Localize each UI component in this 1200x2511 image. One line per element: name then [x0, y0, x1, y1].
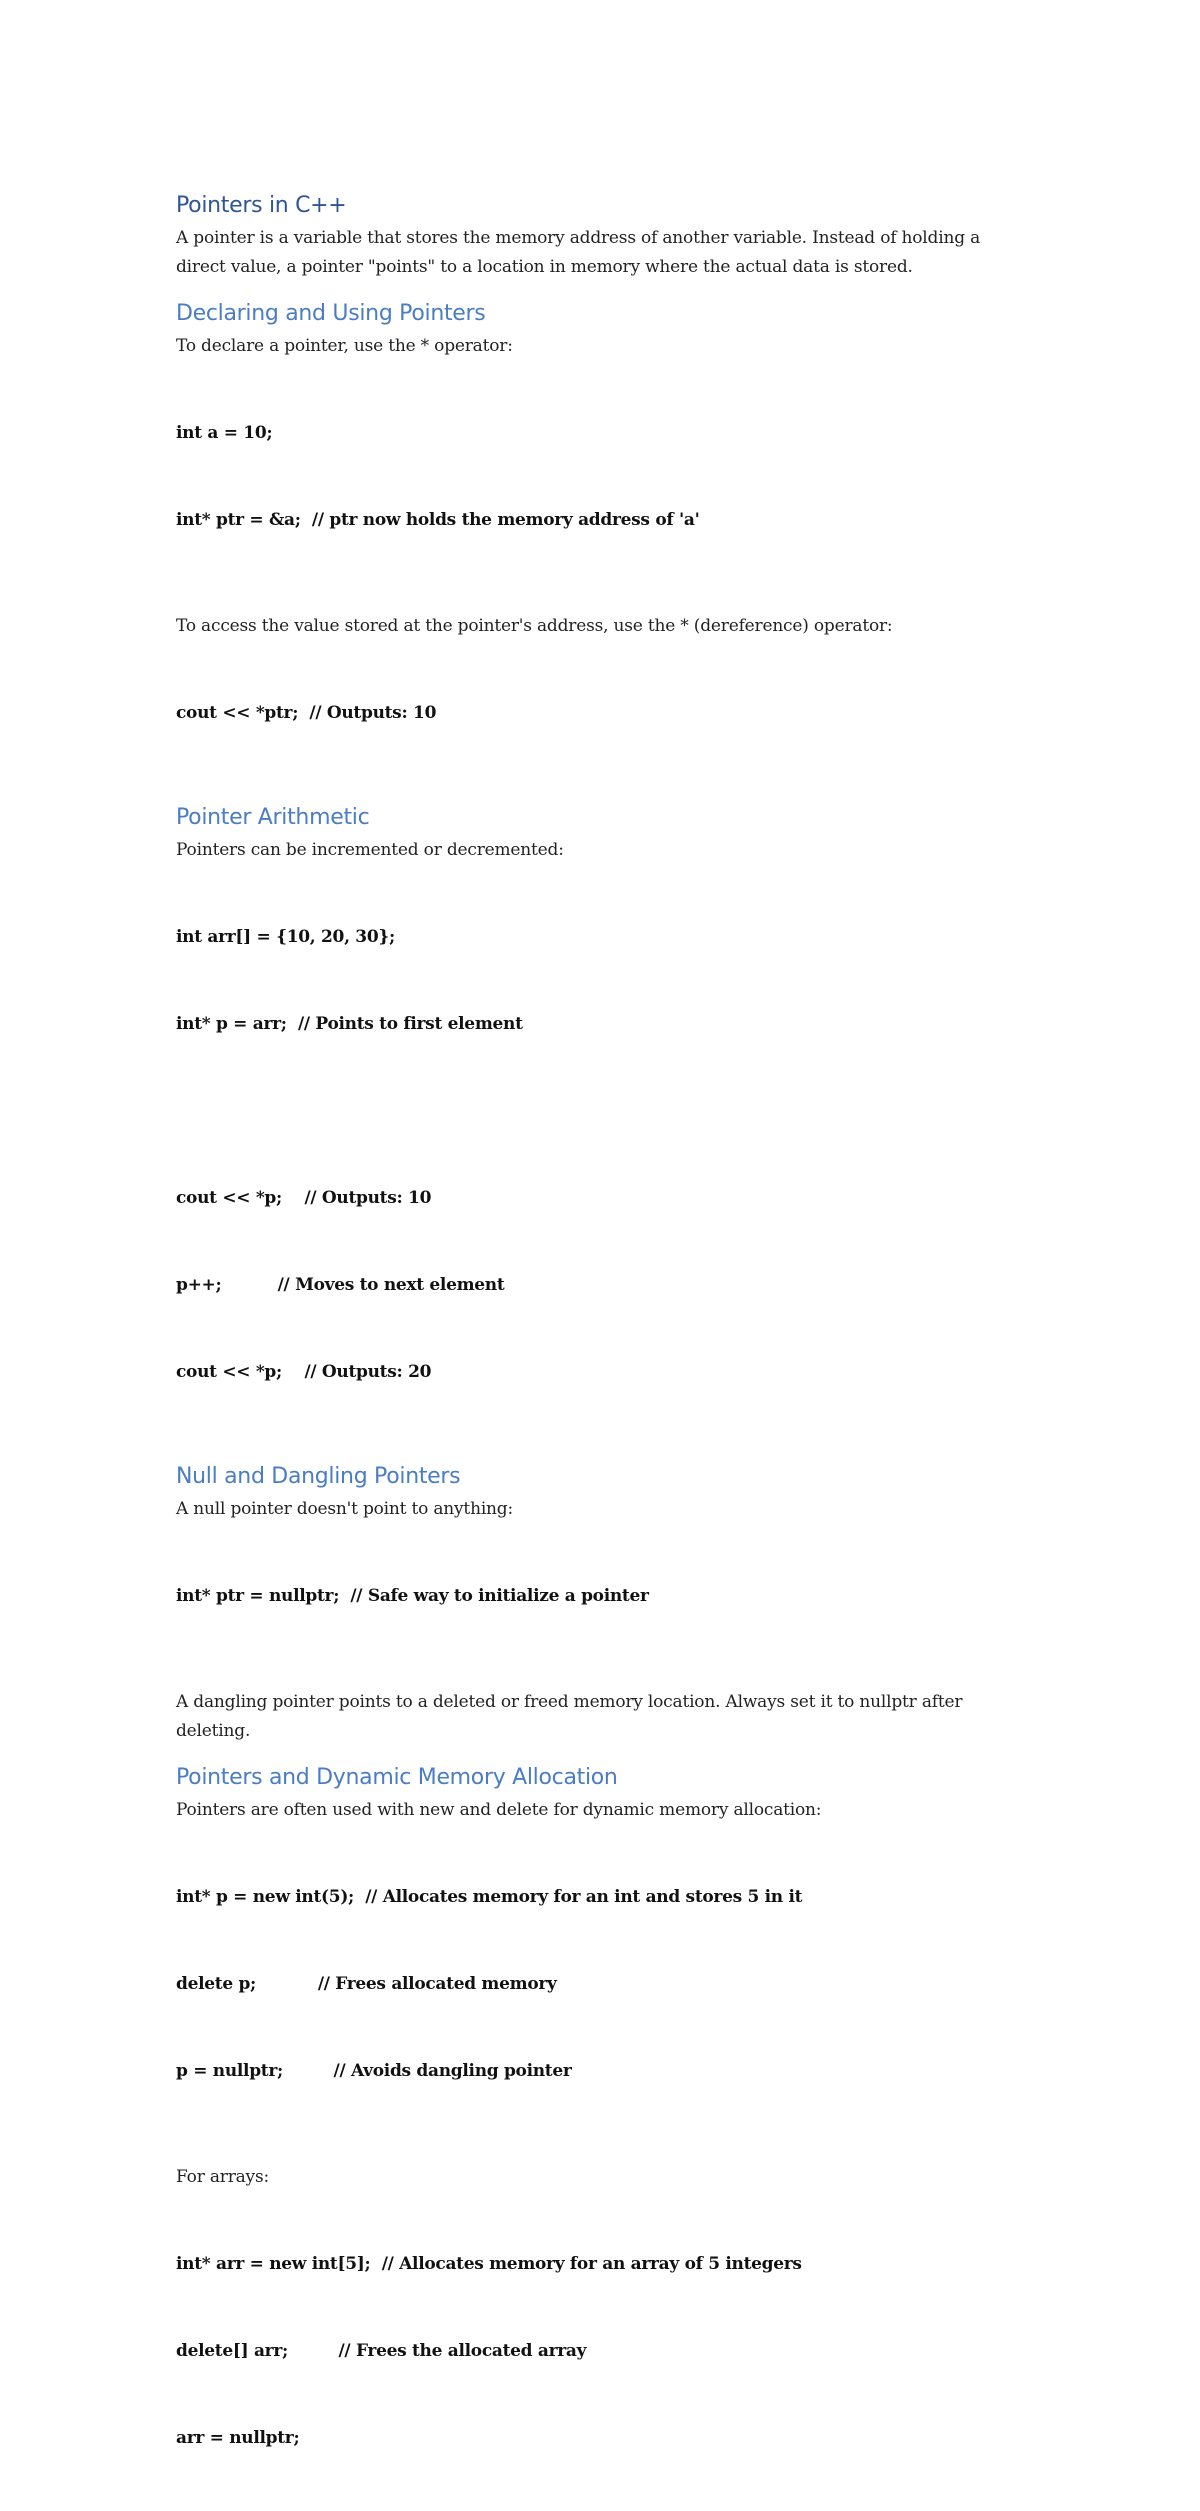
null-text-1: A null pointer doesn't point to anything:: [176, 1499, 514, 1519]
code-line: int* p = arr; // Points to first element: [176, 1014, 523, 1034]
dynamic-text-1: Pointers are often used with new and delete for dynamic memory allocation:: [176, 1800, 822, 1820]
code-line: delete p; // Frees allocated memory: [176, 1974, 557, 1994]
intro-paragraph: A pointer is a variable that stores the memory address of another variable. Instead of holding a direct value, a pointer "points" to a location in memory where the actual data is stored.: [176, 228, 981, 277]
code-line: cout << *p; // Outputs: 20: [176, 1362, 432, 1382]
code-line: p = nullptr; // Avoids dangling pointer: [176, 2061, 572, 2081]
code-line: cout << *ptr; // Outputs: 10: [176, 703, 437, 723]
code-line: int* ptr = &a; // ptr now holds the memory address of 'a': [176, 510, 700, 530]
code-line: int arr[] = {10, 20, 30};: [176, 927, 395, 947]
code-line: delete[] arr; // Frees the allocated array: [176, 2341, 587, 2361]
code-line: p++; // Moves to next element: [176, 1275, 505, 1295]
dynamic-text-2: For arrays:: [176, 2167, 270, 2187]
declaring-text-1: To declare a pointer, use the * operator:: [176, 336, 513, 356]
code-line: int* arr = new int[5]; // Allocates memory for an array of 5 integers: [176, 2254, 802, 2274]
code-line: int* ptr = nullptr; // Safe way to initialize a pointer: [176, 1586, 649, 1606]
heading-dynamic: Pointers and Dynamic Memory Allocation: [176, 1765, 618, 1790]
code-line: arr = nullptr;: [176, 2428, 300, 2448]
document-page: [176, 188, 1016, 2511]
dynamic-code-block-2: [176, 2192, 1016, 2511]
declaring-code-block-1: [176, 361, 1016, 593]
declaring-code-block-2: [176, 641, 1016, 786]
heading-null-dangling: Null and Dangling Pointers: [176, 1464, 461, 1489]
code-blank-line: [176, 1097, 1016, 1126]
arithmetic-code-block: [176, 865, 1016, 1445]
code-line: int* p = new int(5); // Allocates memory for an int and stores 5 in it: [176, 1887, 803, 1907]
code-line: cout << *p; // Outputs: 10: [176, 1188, 432, 1208]
dynamic-code-block-1: [176, 1825, 1016, 2144]
arithmetic-text-1: Pointers can be incremented or decremented:: [176, 840, 564, 860]
null-code-block: [176, 1524, 1016, 1669]
code-line: int a = 10;: [176, 423, 273, 443]
heading-declaring: Declaring and Using Pointers: [176, 301, 486, 326]
dangling-text: A dangling pointer points to a deleted or freed memory location. Always set it to nullptr after deleting.: [176, 1692, 963, 1741]
declaring-text-2: To access the value stored at the pointer's address, use the * (dereference) operator:: [176, 616, 893, 636]
heading-arithmetic: Pointer Arithmetic: [176, 805, 370, 830]
page-title: Pointers in C++: [176, 193, 347, 218]
